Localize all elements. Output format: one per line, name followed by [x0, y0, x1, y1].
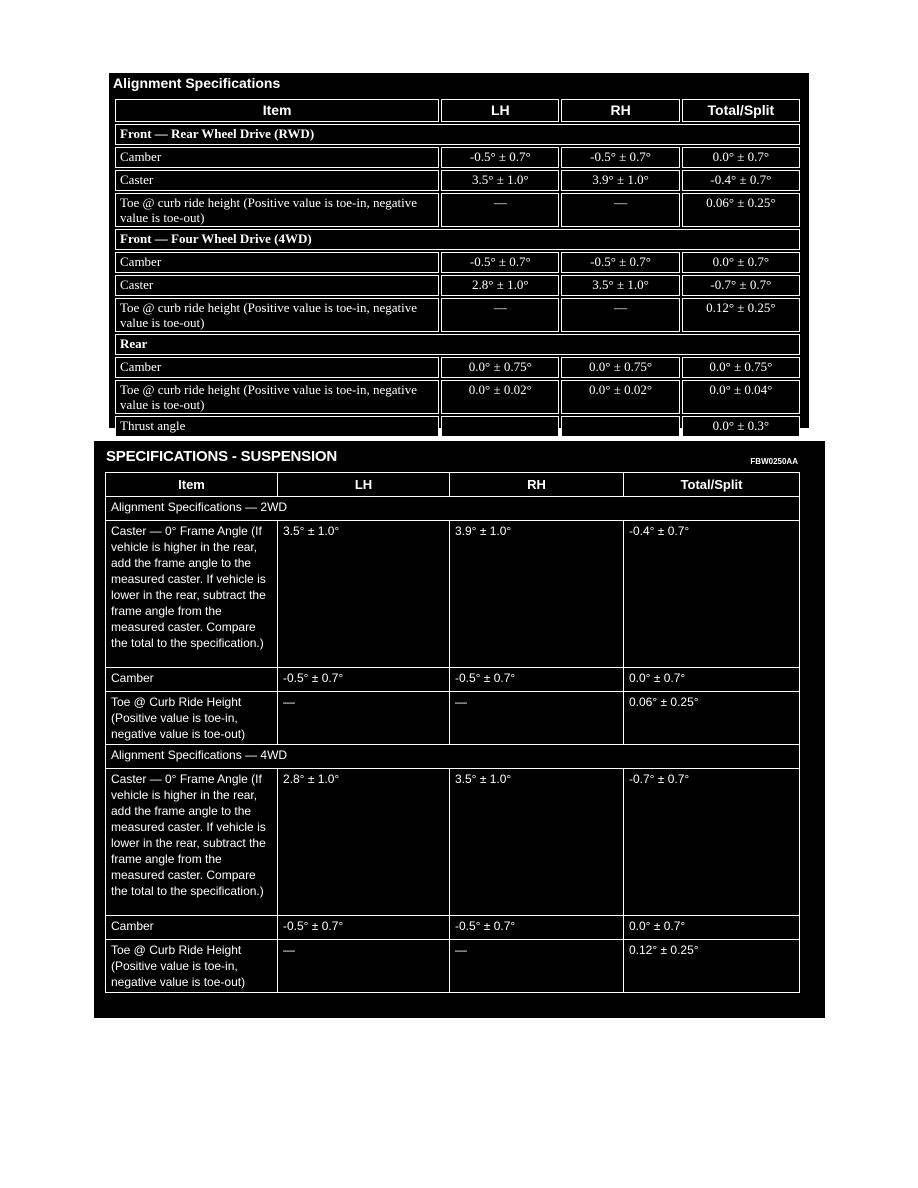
rh-cell: — [450, 692, 624, 745]
section-title: Alignment Specifications — 2WD [106, 497, 800, 521]
table-header-row [115, 99, 800, 122]
rh-cell: — [450, 940, 624, 993]
table1-title: Alignment Specifications [113, 75, 281, 91]
rh-cell: 0.0° ± 0.02° [561, 380, 679, 414]
table-row [106, 940, 800, 993]
section-row [115, 229, 800, 250]
lh-cell: 3.5° ± 1.0° [441, 170, 559, 191]
suspension-specifications-panel [94, 441, 825, 1018]
lh-cell: — [441, 193, 559, 227]
rh-cell: — [561, 193, 679, 227]
table-row [106, 692, 800, 745]
total-cell: -0.7° ± 0.7° [624, 769, 800, 916]
header-item: Item [115, 99, 439, 122]
section-row [106, 497, 800, 521]
total-cell: 0.0° ± 0.75° [682, 357, 800, 378]
rh-cell: -0.5° ± 0.7° [450, 916, 624, 940]
item-cell: Camber [115, 252, 439, 273]
header-item: Item [106, 473, 278, 497]
rh-cell: — [561, 298, 679, 332]
item-cell: Caster [115, 275, 439, 296]
table-row [106, 769, 800, 916]
rh-cell: -0.5° ± 0.7° [450, 668, 624, 692]
item-cell: Caster [115, 170, 439, 191]
total-cell: -0.7° ± 0.7° [682, 275, 800, 296]
lh-cell: 0.0° ± 0.75° [441, 357, 559, 378]
section-row [115, 334, 800, 355]
lh-cell [441, 416, 559, 437]
item-cell: Camber [106, 668, 278, 692]
total-cell: 0.0° ± 0.7° [624, 668, 800, 692]
rh-cell: 3.5° ± 1.0° [450, 769, 624, 916]
header-total-split: Total/Split [682, 99, 800, 122]
section-title: Rear [115, 334, 800, 355]
table-row [106, 521, 800, 668]
table-row [115, 416, 800, 437]
total-cell: 0.12° ± 0.25° [682, 298, 800, 332]
rh-cell: -0.5° ± 0.7° [561, 252, 679, 273]
header-lh: LH [278, 473, 450, 497]
total-cell: -0.4° ± 0.7° [624, 521, 800, 668]
lh-cell: — [278, 692, 450, 745]
lh-cell: — [441, 298, 559, 332]
section-row [106, 745, 800, 769]
table-row [115, 357, 800, 378]
total-cell: 0.0° ± 0.04° [682, 380, 800, 414]
table-row [106, 668, 800, 692]
suspension-specifications-table [105, 472, 800, 993]
lh-cell: -0.5° ± 0.7° [441, 147, 559, 168]
rh-cell: 0.0° ± 0.75° [561, 357, 679, 378]
table-row [115, 298, 800, 332]
table-row [115, 170, 800, 191]
item-cell: Toe @ Curb Ride Height (Positive value is toe-in, negative value is toe-out) [106, 692, 278, 745]
item-cell: Caster — 0° Frame Angle (If vehicle is higher in the rear, add the frame angle to the measured caster. If vehicle is lower in the rear, subtract the frame angle from the measured caster. Compare the total to the specification.) [106, 769, 278, 916]
item-cell: Toe @ curb ride height (Positive value is toe-in, negative value is toe-out) [115, 193, 439, 227]
lh-cell: -0.5° ± 0.7° [278, 916, 450, 940]
section-title: Front — Rear Wheel Drive (RWD) [115, 124, 800, 145]
lh-cell: -0.5° ± 0.7° [278, 668, 450, 692]
lh-cell: — [278, 940, 450, 993]
table-row [115, 380, 800, 414]
total-cell: 0.06° ± 0.25° [682, 193, 800, 227]
total-cell: -0.4° ± 0.7° [682, 170, 800, 191]
alignment-specifications-table [113, 97, 802, 439]
rh-cell: -0.5° ± 0.7° [561, 147, 679, 168]
lh-cell: 2.8° ± 1.0° [278, 769, 450, 916]
rh-cell: 3.5° ± 1.0° [561, 275, 679, 296]
item-cell: Toe @ curb ride height (Positive value is toe-in, negative value is toe-out) [115, 298, 439, 332]
section-title: Front — Four Wheel Drive (4WD) [115, 229, 800, 250]
lh-cell: 0.0° ± 0.02° [441, 380, 559, 414]
item-cell: Caster — 0° Frame Angle (If vehicle is higher in the rear, add the frame angle to the measured caster. If vehicle is lower in the rear, subtract the frame angle from the measured caster. Compare the total to the specification.) [106, 521, 278, 668]
table-row [115, 193, 800, 227]
total-cell: 0.12° ± 0.25° [624, 940, 800, 993]
header-total-split: Total/Split [624, 473, 800, 497]
lh-cell: -0.5° ± 0.7° [441, 252, 559, 273]
total-cell: 0.06° ± 0.25° [624, 692, 800, 745]
total-cell: 0.0° ± 0.7° [682, 252, 800, 273]
rh-cell: 3.9° ± 1.0° [561, 170, 679, 191]
header-lh: LH [441, 99, 559, 122]
total-cell: 0.0° ± 0.7° [682, 147, 800, 168]
item-cell: Toe @ Curb Ride Height (Positive value is toe-in, negative value is toe-out) [106, 940, 278, 993]
header-rh: RH [450, 473, 624, 497]
total-cell: 0.0° ± 0.3° [682, 416, 800, 437]
item-cell: Camber [115, 357, 439, 378]
rh-cell [561, 416, 679, 437]
section-row [115, 124, 800, 145]
figure-code: FBW0250AA [750, 457, 798, 466]
item-cell: Camber [115, 147, 439, 168]
lh-cell: 3.5° ± 1.0° [278, 521, 450, 668]
rh-cell: 3.9° ± 1.0° [450, 521, 624, 668]
header-rh: RH [561, 99, 679, 122]
table2-title: SPECIFICATIONS - SUSPENSION [106, 448, 338, 465]
table-row [115, 147, 800, 168]
table-row [115, 252, 800, 273]
section-title: Alignment Specifications — 4WD [106, 745, 800, 769]
item-cell: Toe @ curb ride height (Positive value is toe-in, negative value is toe-out) [115, 380, 439, 414]
table-header-row [106, 473, 800, 497]
item-cell: Thrust angle [115, 416, 439, 437]
table-row [106, 916, 800, 940]
table-row [115, 275, 800, 296]
total-cell: 0.0° ± 0.7° [624, 916, 800, 940]
lh-cell: 2.8° ± 1.0° [441, 275, 559, 296]
item-cell: Camber [106, 916, 278, 940]
alignment-specifications-panel [109, 73, 809, 433]
